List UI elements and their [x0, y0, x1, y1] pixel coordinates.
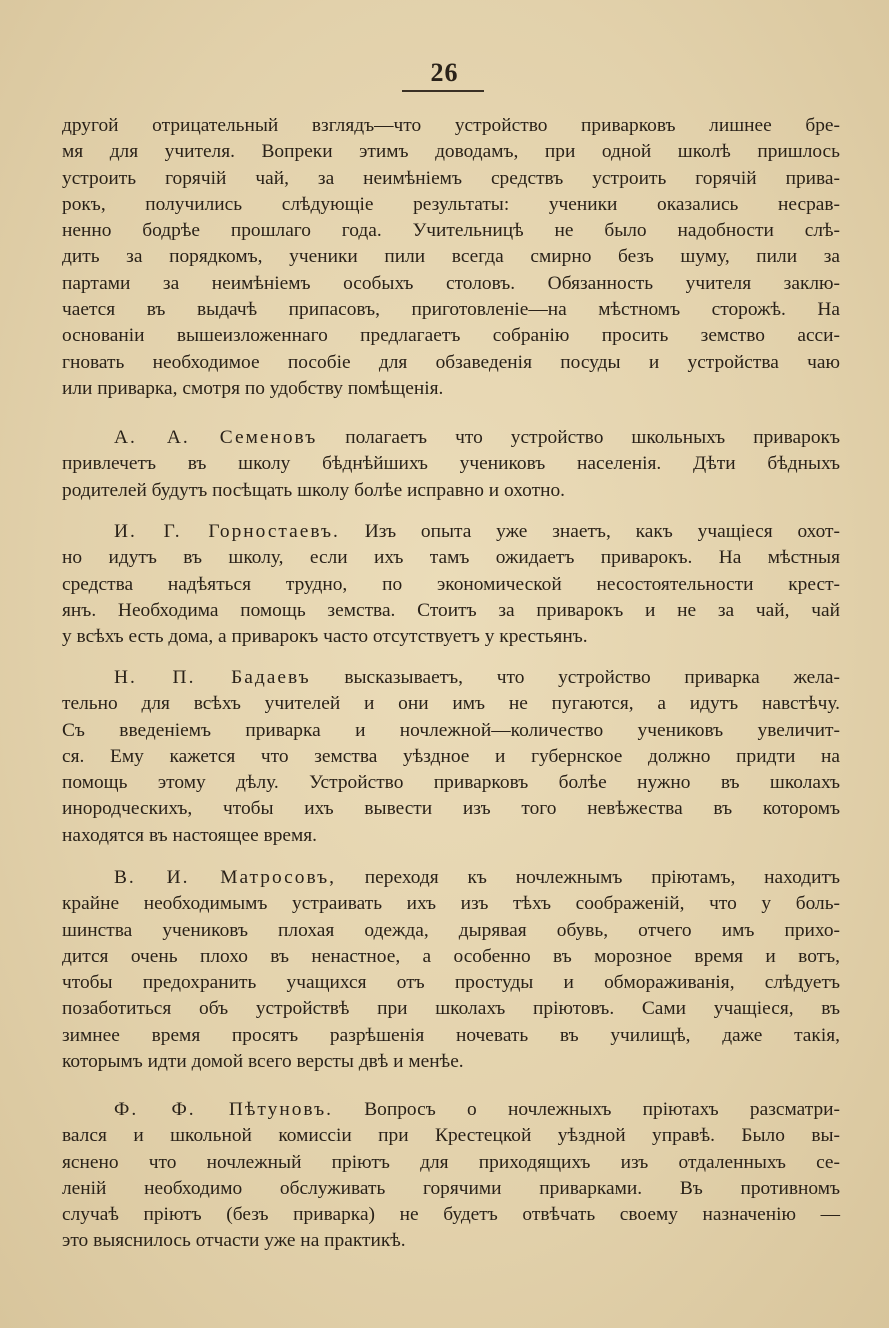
- text-line: чается въ выдачѣ припасовъ, приготовленіе—на мѣстномъ сторожѣ. На: [62, 299, 840, 321]
- paragraph: [62, 665, 840, 849]
- text-line: инородческихъ, чтобы ихъ вывести изъ того невѣжества въ которомъ: [62, 798, 840, 820]
- text-line: партами за неимѣніемъ особыхъ столовъ. Обязанность учителя заклю-: [62, 272, 840, 294]
- text-fragment: переходя къ ночлежнымъ пріютамъ, находитъ: [364, 867, 840, 888]
- text-line: рокъ, получились слѣдующіе результаты: ученики оказались несрав-: [62, 193, 840, 215]
- text-line: леній необходимо обслуживать горячими приварками. Въ противномъ: [62, 1177, 840, 1199]
- page-number: 26: [430, 58, 459, 87]
- text-line: шинства учениковъ плохая одежда, дырявая обувь, отчего имъ прихо-: [62, 919, 840, 941]
- text-line: устроить горячій чай, за неимѣніемъ средствъ устроить горячій прива-: [62, 167, 840, 189]
- text-line: но идутъ въ школу, если ихъ тамъ ожидаетъ приварокъ. На мѣстныя: [62, 547, 840, 569]
- paragraph: [62, 519, 840, 650]
- speaker-name: А. А. Семеновъ: [114, 427, 318, 448]
- text-line: ненно бодрѣе прошлаго года. Учительницѣ не было надобности слѣ-: [62, 220, 840, 242]
- text-line: зимнее время просятъ разрѣшенія ночевать въ училищѣ, даже такія,: [62, 1024, 840, 1046]
- text-line: другой отрицательный взглядъ—что устройство приварковъ лишнее бре-: [62, 115, 840, 136]
- paragraph: [62, 425, 840, 504]
- speaker-name: И. Г. Горностаевъ.: [114, 521, 340, 542]
- speaker-name: Ф. Ф. Пѣтуновъ.: [114, 1099, 333, 1120]
- text-line: средства надѣяться трудно, по экономической несостоятельности крест-: [62, 573, 840, 595]
- page-number-rule: [402, 90, 484, 92]
- text-line: случаѣ пріютъ (безъ приварка) не будетъ отвѣчать своему назначенію —: [62, 1204, 840, 1226]
- paragraph: [62, 1097, 840, 1255]
- text-line: находятся въ настоящее время.: [62, 824, 318, 846]
- text-line: дить за порядкомъ, ученики пили всегда смирно безъ шуму, пили за: [62, 246, 840, 268]
- paragraph-first-line: [62, 1097, 840, 1123]
- text-line: которымъ идти домой всего версты двѣ и менѣе.: [62, 1051, 464, 1073]
- text-line: дится очень плохо въ ненастное, а особенно въ морозное время и вотъ,: [62, 945, 840, 967]
- text-line: Съ введеніемъ приварка и ночлежной—количество учениковъ увеличит-: [62, 719, 840, 741]
- text-line: позаботиться объ устройствѣ при школахъ пріютовъ. Сами учащіеся, въ: [62, 998, 840, 1020]
- paragraph-first-line: [62, 865, 840, 891]
- text-line: это выяснилось отчасти уже на практикѣ.: [62, 1230, 406, 1252]
- paragraph-first-line: [62, 665, 840, 691]
- text-line: у всѣхъ есть дома, а приварокъ часто отсутствуетъ у крестьянъ.: [62, 626, 588, 648]
- speaker-name: Н. П. Бадаевъ: [114, 667, 311, 688]
- paragraph: [62, 113, 840, 402]
- speaker-name: В. И. Матросовъ,: [114, 867, 336, 888]
- text-line: яснено что ночлежный пріютъ для приходящихъ изъ отдаленныхъ се-: [62, 1151, 840, 1173]
- paragraph: [62, 865, 840, 1075]
- text-fragment: Изъ опыта уже знаетъ, какъ учащіеся охот-: [364, 521, 840, 542]
- text-line: помощь этому дѣлу. Устройство приварковъ болѣе нужно въ школахъ: [62, 772, 840, 794]
- text-fragment: полагаетъ что устройство школьныхъ приварокъ: [345, 427, 840, 448]
- text-line: ся. Ему кажется что земства уѣздное и губернское должно придти на: [62, 745, 840, 767]
- text-line: привлечетъ въ школу бѣднѣйшихъ учениковъ населенія. Дѣти бѣдныхъ: [62, 453, 840, 475]
- text-line: вался и школьной комиссіи при Крестецкой уѣздной управѣ. Было вы-: [62, 1125, 840, 1147]
- text-line: чтобы предохранить учащихся отъ простуды и обмораживанія, слѣдуетъ: [62, 972, 840, 994]
- text-line: основаніи вышеизложеннаго предлагаетъ собранію просить земство асси-: [62, 325, 840, 347]
- paragraph-first-line: [62, 425, 840, 451]
- paragraph-first-line: [62, 519, 840, 545]
- text-fragment: высказываетъ, что устройство приварка жела-: [344, 667, 840, 688]
- text-line: янъ. Необходима помощь земства. Стоитъ за приварокъ и не за чай, чай: [62, 599, 840, 621]
- text-line: крайне необходимымъ устраивать ихъ изъ тѣхъ соображеній, что у боль-: [62, 893, 840, 915]
- text-line: родителей будутъ посѣщать школу болѣе исправно и охотно.: [62, 479, 566, 501]
- text-line: гновать необходимое пособіе для обзаведенія посуды и устройства чаю: [62, 351, 840, 373]
- text-line: или приварка, смотря по удобству помѣщенія.: [62, 377, 444, 399]
- text-line: мя для учителя. Вопреки этимъ доводамъ, при одной школѣ пришлось: [62, 141, 840, 163]
- text-fragment: Вопросъ о ночлежныхъ пріютахъ разсматри-: [364, 1099, 840, 1120]
- text-line: тельно для всѣхъ учителей и они имъ не пугаются, а идутъ навстѣчу.: [62, 693, 840, 715]
